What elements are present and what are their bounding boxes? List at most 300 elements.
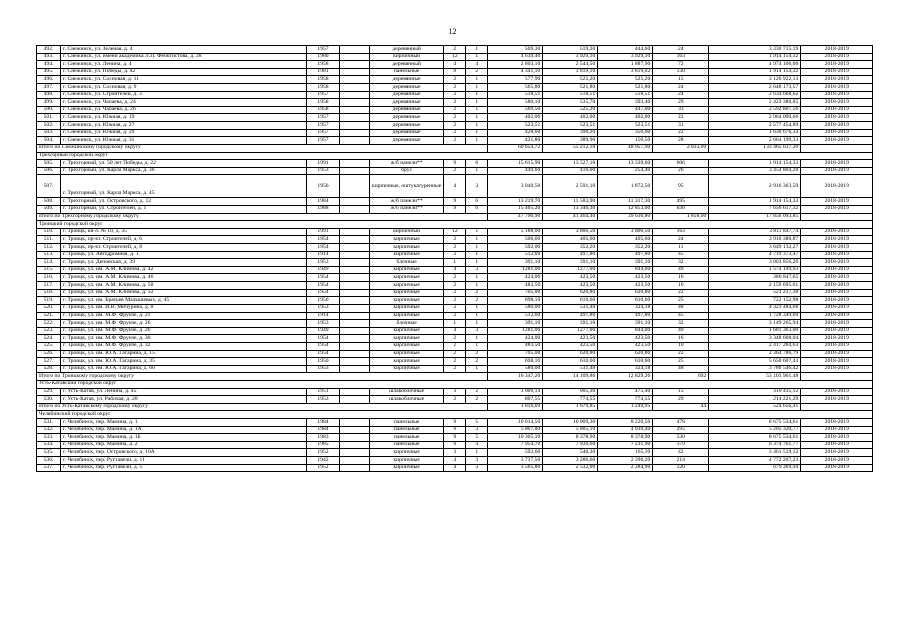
address-cell: г. Снежинск, ул. Чапаева, д. 26 [61, 106, 307, 114]
cost-cell: 310 435,12 [709, 388, 801, 396]
premises-area-cell: 610,60 [543, 358, 598, 366]
entrances-cell: 6 [466, 160, 488, 168]
cost-cell: 3 003 856,26 [709, 259, 801, 267]
premises-area-cell: 535,70 [543, 99, 598, 107]
residential-area-cell: 165,10 [598, 449, 653, 457]
period-cell: 2018-2019 [801, 91, 873, 99]
empty-cell [340, 251, 370, 259]
premises-area-cell: 1277,00 [543, 266, 598, 274]
total-area-cell: 449,60 [488, 167, 543, 175]
empty-cell [340, 457, 370, 465]
period-cell: 2018-2019 [801, 365, 873, 373]
floors-cell: 2 [444, 335, 466, 343]
cost-cell: 3 461 519,12 [709, 449, 801, 457]
table-row [37, 434, 873, 442]
cost-cell: 1 914 154,32 [709, 53, 801, 61]
cost-cell: 722 152,98 [709, 297, 801, 305]
year-cell: 1950 [307, 358, 340, 366]
empty-cell [340, 137, 370, 145]
wall-material-cell: кирпичные [370, 274, 444, 282]
table-row [37, 106, 873, 114]
table-row [37, 167, 873, 175]
period-cell: 2018-2019 [801, 114, 873, 122]
address-cell: г. Троицк, пр-кт. Строителей, д. 6 [61, 236, 307, 244]
residents-cell: 478 [653, 419, 709, 427]
residents-cell: 22 [653, 350, 709, 358]
cost-cell: 2 648 173,57 [709, 84, 801, 92]
address-cell: г. Снежинск, ул. Чапаева, д. 24 [61, 99, 307, 107]
period-cell: 2018-2019 [801, 259, 873, 267]
residential-area-cell: 423,50 [598, 282, 653, 290]
floors-cell: 2 [444, 236, 466, 244]
period-cell: 2018-2019 [801, 84, 873, 92]
row-number: 523. [37, 327, 61, 335]
total-label: Итого по Троицкому городскому округу [37, 373, 488, 381]
entrances-cell: 1 [466, 335, 488, 343]
total-row [37, 373, 873, 381]
year-cell: 1957 [307, 122, 340, 130]
floors-cell: 2 [444, 365, 466, 373]
floors-cell: 2 [444, 137, 466, 145]
wall-material-cell: кирпичные [370, 251, 444, 259]
empty-cell [801, 213, 873, 221]
wall-material-cell: кирпичный [370, 228, 444, 236]
residents-cell: 29 [653, 396, 709, 404]
address-cell: г. Троицк, кв-л. № 10, д. 35 [61, 228, 307, 236]
entrances-cell: 1 [466, 244, 488, 252]
year-cell: 1988 [307, 205, 340, 213]
entrances-cell: 3 [466, 426, 488, 434]
total-area-cell: 502,00 [488, 244, 543, 252]
wall-material-cell: кирпичные [370, 304, 444, 312]
period-cell: 2018-2019 [801, 167, 873, 175]
period-cell: 2018-2019 [801, 236, 873, 244]
period-cell: 2018-2019 [801, 228, 873, 236]
total-area-cell: 402,00 [488, 114, 543, 122]
table-row [37, 228, 873, 236]
entrances-cell: 1 [466, 129, 488, 137]
total-area-cell: 10 014,50 [488, 419, 543, 427]
floors-cell: 2 [444, 350, 466, 358]
row-number: 499. [37, 99, 61, 107]
empty-cell [340, 449, 370, 457]
total-area-cell: 565,80 [488, 84, 543, 92]
total-area-cell: 421,80 [488, 137, 543, 145]
year-cell: 1957 [307, 137, 340, 145]
row-number: 502. [37, 122, 61, 130]
wall-material-cell: кирпичные [370, 236, 444, 244]
row-number: 513. [37, 251, 61, 259]
cost-cell: 3 330 715,19 [709, 46, 801, 54]
entrances-cell: 2 [466, 68, 488, 76]
wall-material-cell: шлакоблочные [370, 388, 444, 396]
empty-cell [340, 91, 370, 99]
address-cell: г. Троицк, ул. им. И.В. Мичурина, д. 8 [61, 304, 307, 312]
premises-area-cell: 497,80 [543, 312, 598, 320]
residential-area-cell: 13 339,60 [598, 160, 653, 168]
residents-cell: 32 [653, 320, 709, 328]
wall-material-cell: ж/б панели** [370, 205, 444, 213]
premises-area-cell: 352,20 [543, 244, 598, 252]
floors-cell: 4 [444, 266, 466, 274]
entrances-cell: 1 [466, 99, 488, 107]
table-row [37, 350, 873, 358]
residential-area-cell: 48 957,90 [598, 144, 653, 152]
total-area-cell: 577,90 [488, 76, 543, 84]
cost-cell: 5 205 320,77 [709, 426, 801, 434]
row-number: 493. [37, 53, 61, 61]
premises-area-cell: 531,48 [543, 365, 598, 373]
residents-cell: 25 [653, 358, 709, 366]
period-cell: 2018-2019 [801, 61, 873, 69]
address-cell: г. Снежинск, ул. Сосновая, д. 11 [61, 76, 307, 84]
address-cell: г. Челябинск, пер. Мамина, д. 2 [61, 441, 307, 449]
row-number: 516. [37, 274, 61, 282]
empty-cell [340, 441, 370, 449]
empty-cell [340, 122, 370, 130]
residents-cell: 120 [653, 464, 709, 472]
empty-cell [340, 434, 370, 442]
cost-cell: 3 149 265,94 [709, 320, 801, 328]
address-cell: г. Снежинск, ул. Победы, д. 42 [61, 68, 307, 76]
wall-material-cell: кирпичные [370, 266, 444, 274]
total-area-cell: 523,51 [488, 122, 543, 130]
premises-area-cell: 531,48 [543, 304, 598, 312]
premises-area-cell: 405,60 [543, 236, 598, 244]
row-number: 496. [37, 76, 61, 84]
total-label: Итого по Усть-Катавскому городскому округу [37, 403, 488, 411]
residential-area-cell: 844,00 [598, 266, 653, 274]
premises-area-cell: 423,50 [543, 335, 598, 343]
entrances-cell: 3 [466, 266, 488, 274]
premises-area-cell: 7 936,60 [543, 441, 598, 449]
total-area-cell: 705,00 [488, 350, 543, 358]
cost-cell: 1 728 349,09 [709, 312, 801, 320]
residential-area-cell: 497,80 [598, 312, 653, 320]
cost-cell: 679 369,94 [709, 464, 801, 472]
cost-cell: 1 681 363,00 [709, 327, 801, 335]
floors-cell: 2 [444, 304, 466, 312]
residential-area-cell: 523,51 [598, 122, 653, 130]
year-cell: 1953 [307, 259, 340, 267]
address-cell: г. Челябинск, пер. Руставели, д. 11 [61, 457, 307, 465]
cost-cell: 2 916 363,59 [709, 175, 801, 198]
year-cell: 1954 [307, 274, 340, 282]
residents-cell: 15 [653, 388, 709, 396]
empty-cell [340, 76, 370, 84]
residential-area-cell: 402,00 [598, 114, 653, 122]
total-area-cell: 5 807,80 [488, 426, 543, 434]
residential-area-cell: 620,80 [598, 350, 653, 358]
cost-cell: 5 650 607,43 [709, 358, 801, 366]
year-cell: 1984 [307, 426, 340, 434]
floors-cell: 2 [444, 289, 466, 297]
residential-area-cell: 423,50 [598, 274, 653, 282]
empty-cell [340, 106, 370, 114]
table-row [37, 244, 873, 252]
wall-material-cell: деревянные [370, 84, 444, 92]
residents-cell: 214 [653, 457, 709, 465]
year-cell: 1942 [307, 457, 340, 465]
total-area-cell: 424,00 [488, 274, 543, 282]
empty-cell [340, 426, 370, 434]
empty-cell [801, 403, 873, 411]
total-area-cell: 424,00 [488, 335, 543, 343]
address-cell: г. Усть-Катав, ул. Ленина, д. 45 [61, 388, 307, 396]
empty-cell [340, 46, 370, 54]
housing-register-table [36, 45, 873, 472]
residents-cell: 22 [653, 114, 709, 122]
address-cell: г. Троицк, пр-кт. Строителей, д. 8 [61, 244, 307, 252]
total-area-cell: 512,60 [488, 312, 543, 320]
floors-cell: 3 [444, 388, 466, 396]
row-number: 506. [37, 167, 61, 175]
table-row [37, 320, 873, 328]
empty-cell [340, 342, 370, 350]
wall-material-cell: блочные [370, 259, 444, 267]
floors-cell: 2 [444, 106, 466, 114]
year-cell: 1958 [307, 61, 340, 69]
residents-cell: 379 [653, 441, 709, 449]
residential-area-cell: 774,55 [598, 396, 653, 404]
total-row [37, 144, 873, 152]
residential-area-cell: 525,20 [598, 76, 653, 84]
premises-area-cell: 423,50 [543, 274, 598, 282]
entrances-cell: 1 [466, 46, 488, 54]
entrances-cell: 6 [466, 205, 488, 213]
total-area-cell: 705,00 [488, 289, 543, 297]
entrances-cell: 1 [466, 282, 488, 290]
floors-cell: 2 [444, 84, 466, 92]
premises-area-cell: 905,30 [543, 388, 598, 396]
table-row [37, 464, 873, 472]
premises-area-cell: 525,20 [543, 106, 598, 114]
wall-material-cell: кирпичные [370, 335, 444, 343]
entrances-cell: 1 [466, 53, 488, 61]
address-cell: г. Снежинск, ул. Южная, д. 31 [61, 137, 307, 145]
wall-material-cell: деревянные [370, 114, 444, 122]
residential-area-cell: 423,50 [598, 335, 653, 343]
empty-cell [340, 335, 370, 343]
address-cell: г. Троицк, ул. им. М.Ф. Фрунзе, д. 32 [61, 342, 307, 350]
residential-area-cell: 405,60 [598, 236, 653, 244]
residential-area-cell: 423,50 [598, 342, 653, 350]
table-row [37, 114, 873, 122]
empty-cell [801, 144, 873, 152]
address-cell: г. Снежинск, ул. имени академика Л.П. Феоктистова, д. 28 [61, 53, 307, 61]
table-row [37, 251, 873, 259]
floors-cell: 2 [444, 312, 466, 320]
address-cell: г. Трехгорный, ул. Карла Маркса, д. 45 [61, 175, 307, 198]
table-row [37, 76, 873, 84]
floors-cell: 9 [444, 198, 466, 206]
residential-area-cell: 1 872,50 [598, 175, 653, 198]
premises-area-cell: 3 929,10 [543, 53, 598, 61]
wall-material-cell: кирпичные [370, 358, 444, 366]
cost-cell: 2 664 199,33 [709, 137, 801, 145]
wall-material-cell: кирпичные [370, 327, 444, 335]
address-cell: г. Троицк, ул. им. А.М. Климова, д. 50 [61, 282, 307, 290]
total-area-cell: 569,30 [488, 46, 543, 54]
wall-material-cell: деревянные [370, 106, 444, 114]
entrances-cell: 1 [466, 91, 488, 99]
table-row [37, 441, 873, 449]
empty-cell [340, 198, 370, 206]
total-area-cell: 512,60 [488, 251, 543, 259]
floors-cell: 4 [444, 327, 466, 335]
period-cell: 2018-2019 [801, 251, 873, 259]
premises-area-cell: 620,80 [543, 350, 598, 358]
empty-cell [340, 320, 370, 328]
empty-cell [801, 373, 873, 381]
residents-cell: 15 [653, 76, 709, 84]
period-cell: 2018-2019 [801, 350, 873, 358]
floors-cell: 2 [444, 282, 466, 290]
residential-area-cell: 2 396,20 [598, 457, 653, 465]
address-cell: г. Трехгорный, ул. 50 лет Победы, д. 22 [61, 160, 307, 168]
period-cell: 2018-2019 [801, 358, 873, 366]
entrances-cell: 1 [466, 137, 488, 145]
period-cell: 2018-2019 [801, 76, 873, 84]
cost-cell: 521 237,30 [709, 289, 801, 297]
table-row [37, 46, 873, 54]
year-cell: 1954 [307, 244, 340, 252]
total-area-cell: 428,60 [488, 129, 543, 137]
cost-cell: 2 423 380,05 [709, 99, 801, 107]
address-cell: г. Снежинск, ул. Сосновая, д. 9 [61, 84, 307, 92]
floors-cell: 9 [444, 426, 466, 434]
wall-material-cell: кирпичные [370, 365, 444, 373]
floors-cell: 4 [444, 457, 466, 465]
residential-area-cell: 350,00 [598, 129, 653, 137]
table-row [37, 335, 873, 343]
row-number: 500. [37, 106, 61, 114]
year-cell: 1958 [307, 84, 340, 92]
period-cell: 2018-2019 [801, 46, 873, 54]
entrances-cell: 1 [466, 274, 488, 282]
residents-cell: 28 [653, 137, 709, 145]
entrances-cell: 1 [466, 320, 488, 328]
cost-cell: 4 323 484,68 [709, 304, 801, 312]
address-cell: г. Челябинск, пер. Мамина, д. 1Б [61, 434, 307, 442]
residents-cell: 530 [653, 434, 709, 442]
floors-cell: 4 [444, 175, 466, 198]
address-cell: г. Троицк, ул. им. Ю.А. Гагарина, д. 35 [61, 358, 307, 366]
cost-cell: 133 465 637,20 [709, 144, 801, 152]
table-row [37, 61, 873, 69]
residents-cell: 636 [653, 205, 709, 213]
year-cell: 1954 [307, 282, 340, 290]
section-label: Трехгорный городской округ [37, 152, 873, 160]
wall-material-cell: панельные [370, 441, 444, 449]
premises-area-cell: 391,10 [543, 259, 598, 267]
table-row [37, 91, 873, 99]
row-number: 509. [37, 205, 61, 213]
residents-cell: 295 [653, 426, 709, 434]
premises-area-cell: 13 346,30 [543, 205, 598, 213]
residents-cell: 606 [653, 160, 709, 168]
empty-cell [340, 274, 370, 282]
entrances-cell: 2 [466, 350, 488, 358]
wall-material-cell: деревянный [370, 61, 444, 69]
year-cell: 1951 [307, 388, 340, 396]
premises-area-cell: 3 286,60 [543, 457, 598, 465]
floors-cell: 2 [444, 358, 466, 366]
entrances-cell: 2 [466, 358, 488, 366]
residents-cell: 163 [653, 228, 709, 236]
premises-area-cell: 610,60 [543, 297, 598, 305]
wall-material-cell: панельные [370, 426, 444, 434]
empty-cell [340, 160, 370, 168]
empty-cell [340, 99, 370, 107]
cost-cell: 7 656 617,32 [709, 205, 801, 213]
table-row [37, 99, 873, 107]
premises-area-cell: 521,80 [543, 84, 598, 92]
empty-cell [340, 304, 370, 312]
period-cell: 2018-2019 [801, 266, 873, 274]
total-area-cell: 506,60 [488, 236, 543, 244]
period-cell: 2018-2019 [801, 327, 873, 335]
entrances-cell: 1 [466, 236, 488, 244]
residents-cell: 130 [653, 68, 709, 76]
wall-material-cell: кирпичные [370, 342, 444, 350]
table-row [37, 137, 873, 145]
floors-cell: 9 [444, 68, 466, 76]
premises-area-cell: 518,51 [543, 91, 598, 99]
table-row [37, 266, 873, 274]
total-area-cell: 580,00 [488, 365, 543, 373]
entrances-cell: 5 [466, 419, 488, 427]
address-cell: г. Снежинск, ул. Южная, д. 27 [61, 122, 307, 130]
address-cell: г. Челябинск, пер. Мамина, д. 1 [61, 419, 307, 427]
row-number: 536. [37, 457, 61, 465]
premises-area-cell: 423,50 [543, 282, 598, 290]
total-area-cell: 3 040,50 [488, 175, 543, 198]
table-row [37, 274, 873, 282]
total-area-cell: 4 341,10 [488, 68, 543, 76]
period-cell: 2018-2019 [801, 457, 873, 465]
residential-area-cell: 352,20 [598, 244, 653, 252]
premises-area-cell: 525,20 [543, 76, 598, 84]
residents-cell: 24 [653, 236, 709, 244]
row-number: 534. [37, 441, 61, 449]
page-number: 12 [448, 27, 457, 36]
empty-cell [340, 289, 370, 297]
premises-area-cell: 10 009,30 [543, 419, 598, 427]
table-row [37, 457, 873, 465]
empty-cell [340, 53, 370, 61]
premises-area-cell: 11 583,90 [543, 198, 598, 206]
residents-cell: 49 [653, 266, 709, 274]
cost-cell: 524 656,41 [709, 403, 801, 411]
year-cell: 1957 [307, 114, 340, 122]
row-number: 497. [37, 84, 61, 92]
table-row [37, 122, 873, 130]
residents-cell: 16 [653, 274, 709, 282]
wall-material-cell: кирпичные [370, 244, 444, 252]
empty-cell [340, 419, 370, 427]
section-label: Усть-Катавский городской округ [37, 380, 873, 388]
total-label: Итого по Трехгорному городскому округу [37, 213, 488, 221]
section-label: Челябинский городской округ [37, 411, 873, 419]
empty-cell [340, 129, 370, 137]
residents-cell: 2 033,00 [653, 144, 709, 152]
empty-cell [340, 167, 370, 175]
year-cell: 1991 [307, 160, 340, 168]
address-cell: г. Троицк, ул. им. А.М. Климова, д. 42 [61, 266, 307, 274]
cost-cell: 3 811 847,74 [709, 228, 801, 236]
entrances-cell: 1 [466, 312, 488, 320]
